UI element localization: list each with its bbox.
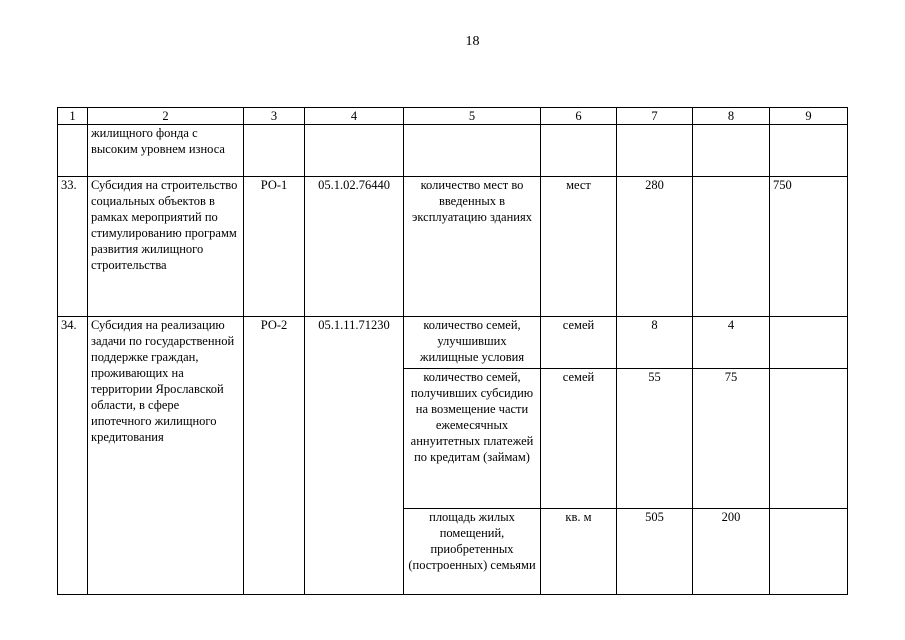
value-col9: 750 — [770, 177, 848, 317]
responsible-code: РО-1 — [244, 177, 305, 317]
header-cell: 7 — [617, 108, 693, 125]
responsible-code — [244, 125, 305, 177]
indicator-unit: семей — [541, 369, 617, 509]
budget-code — [305, 125, 404, 177]
value-col9 — [770, 125, 848, 177]
value-col7: 55 — [617, 369, 693, 509]
indicator-name: количество семей, получивших субсидию на возмещение части ежемесячных аннуитетных платежей по кредитам (займам) — [404, 369, 541, 509]
value-col8: 4 — [693, 317, 770, 369]
value-col8: 200 — [693, 509, 770, 595]
indicator-unit: семей — [541, 317, 617, 369]
header-cell: 3 — [244, 108, 305, 125]
header-cell: 5 — [404, 108, 541, 125]
table-row — [58, 317, 848, 369]
measure-name: Субсидия на строительство социальных объектов в рамках мероприятий по стимулированию программ развития жилищного строительства — [88, 177, 244, 317]
value-col8: 75 — [693, 369, 770, 509]
indicator-name: площадь жилых помещений, приобретенных (построенных) семьями — [404, 509, 541, 595]
measure-name: жилищного фонда с высоким уровнем износа — [88, 125, 244, 177]
page-number: 18 — [465, 34, 480, 49]
indicator-unit — [541, 125, 617, 177]
header-cell: 9 — [770, 108, 848, 125]
indicator-unit: мест — [541, 177, 617, 317]
value-col9 — [770, 509, 848, 595]
header-row — [58, 108, 848, 125]
value-col7: 280 — [617, 177, 693, 317]
measure-name: Субсидия на реализацию задачи по государственной поддержке граждан, проживающих на территории Ярославской области, в сфере ипотечного жилищного кредитования — [88, 317, 244, 595]
indicator-name: количество мест во введенных в эксплуатацию зданиях — [404, 177, 541, 317]
row-number — [58, 125, 88, 177]
value-col9 — [770, 369, 848, 509]
indicators-table — [57, 107, 848, 595]
value-col7 — [617, 125, 693, 177]
indicator-unit: кв. м — [541, 509, 617, 595]
indicator-name — [404, 125, 541, 177]
responsible-code: РО-2 — [244, 317, 305, 595]
header-cell: 2 — [88, 108, 244, 125]
value-col9 — [770, 317, 848, 369]
table-row — [58, 125, 848, 177]
value-col7: 8 — [617, 317, 693, 369]
value-col8 — [693, 177, 770, 317]
row-number: 34. — [58, 317, 88, 595]
table-row — [58, 177, 848, 317]
header-cell: 4 — [305, 108, 404, 125]
row-number: 33. — [58, 177, 88, 317]
value-col8 — [693, 125, 770, 177]
header-cell: 6 — [541, 108, 617, 125]
budget-code: 05.1.11.71230 — [305, 317, 404, 595]
budget-code: 05.1.02.76440 — [305, 177, 404, 317]
indicator-name: количество семей, улучшивших жилищные условия — [404, 317, 541, 369]
header-cell: 8 — [693, 108, 770, 125]
header-cell: 1 — [58, 108, 88, 125]
value-col7: 505 — [617, 509, 693, 595]
